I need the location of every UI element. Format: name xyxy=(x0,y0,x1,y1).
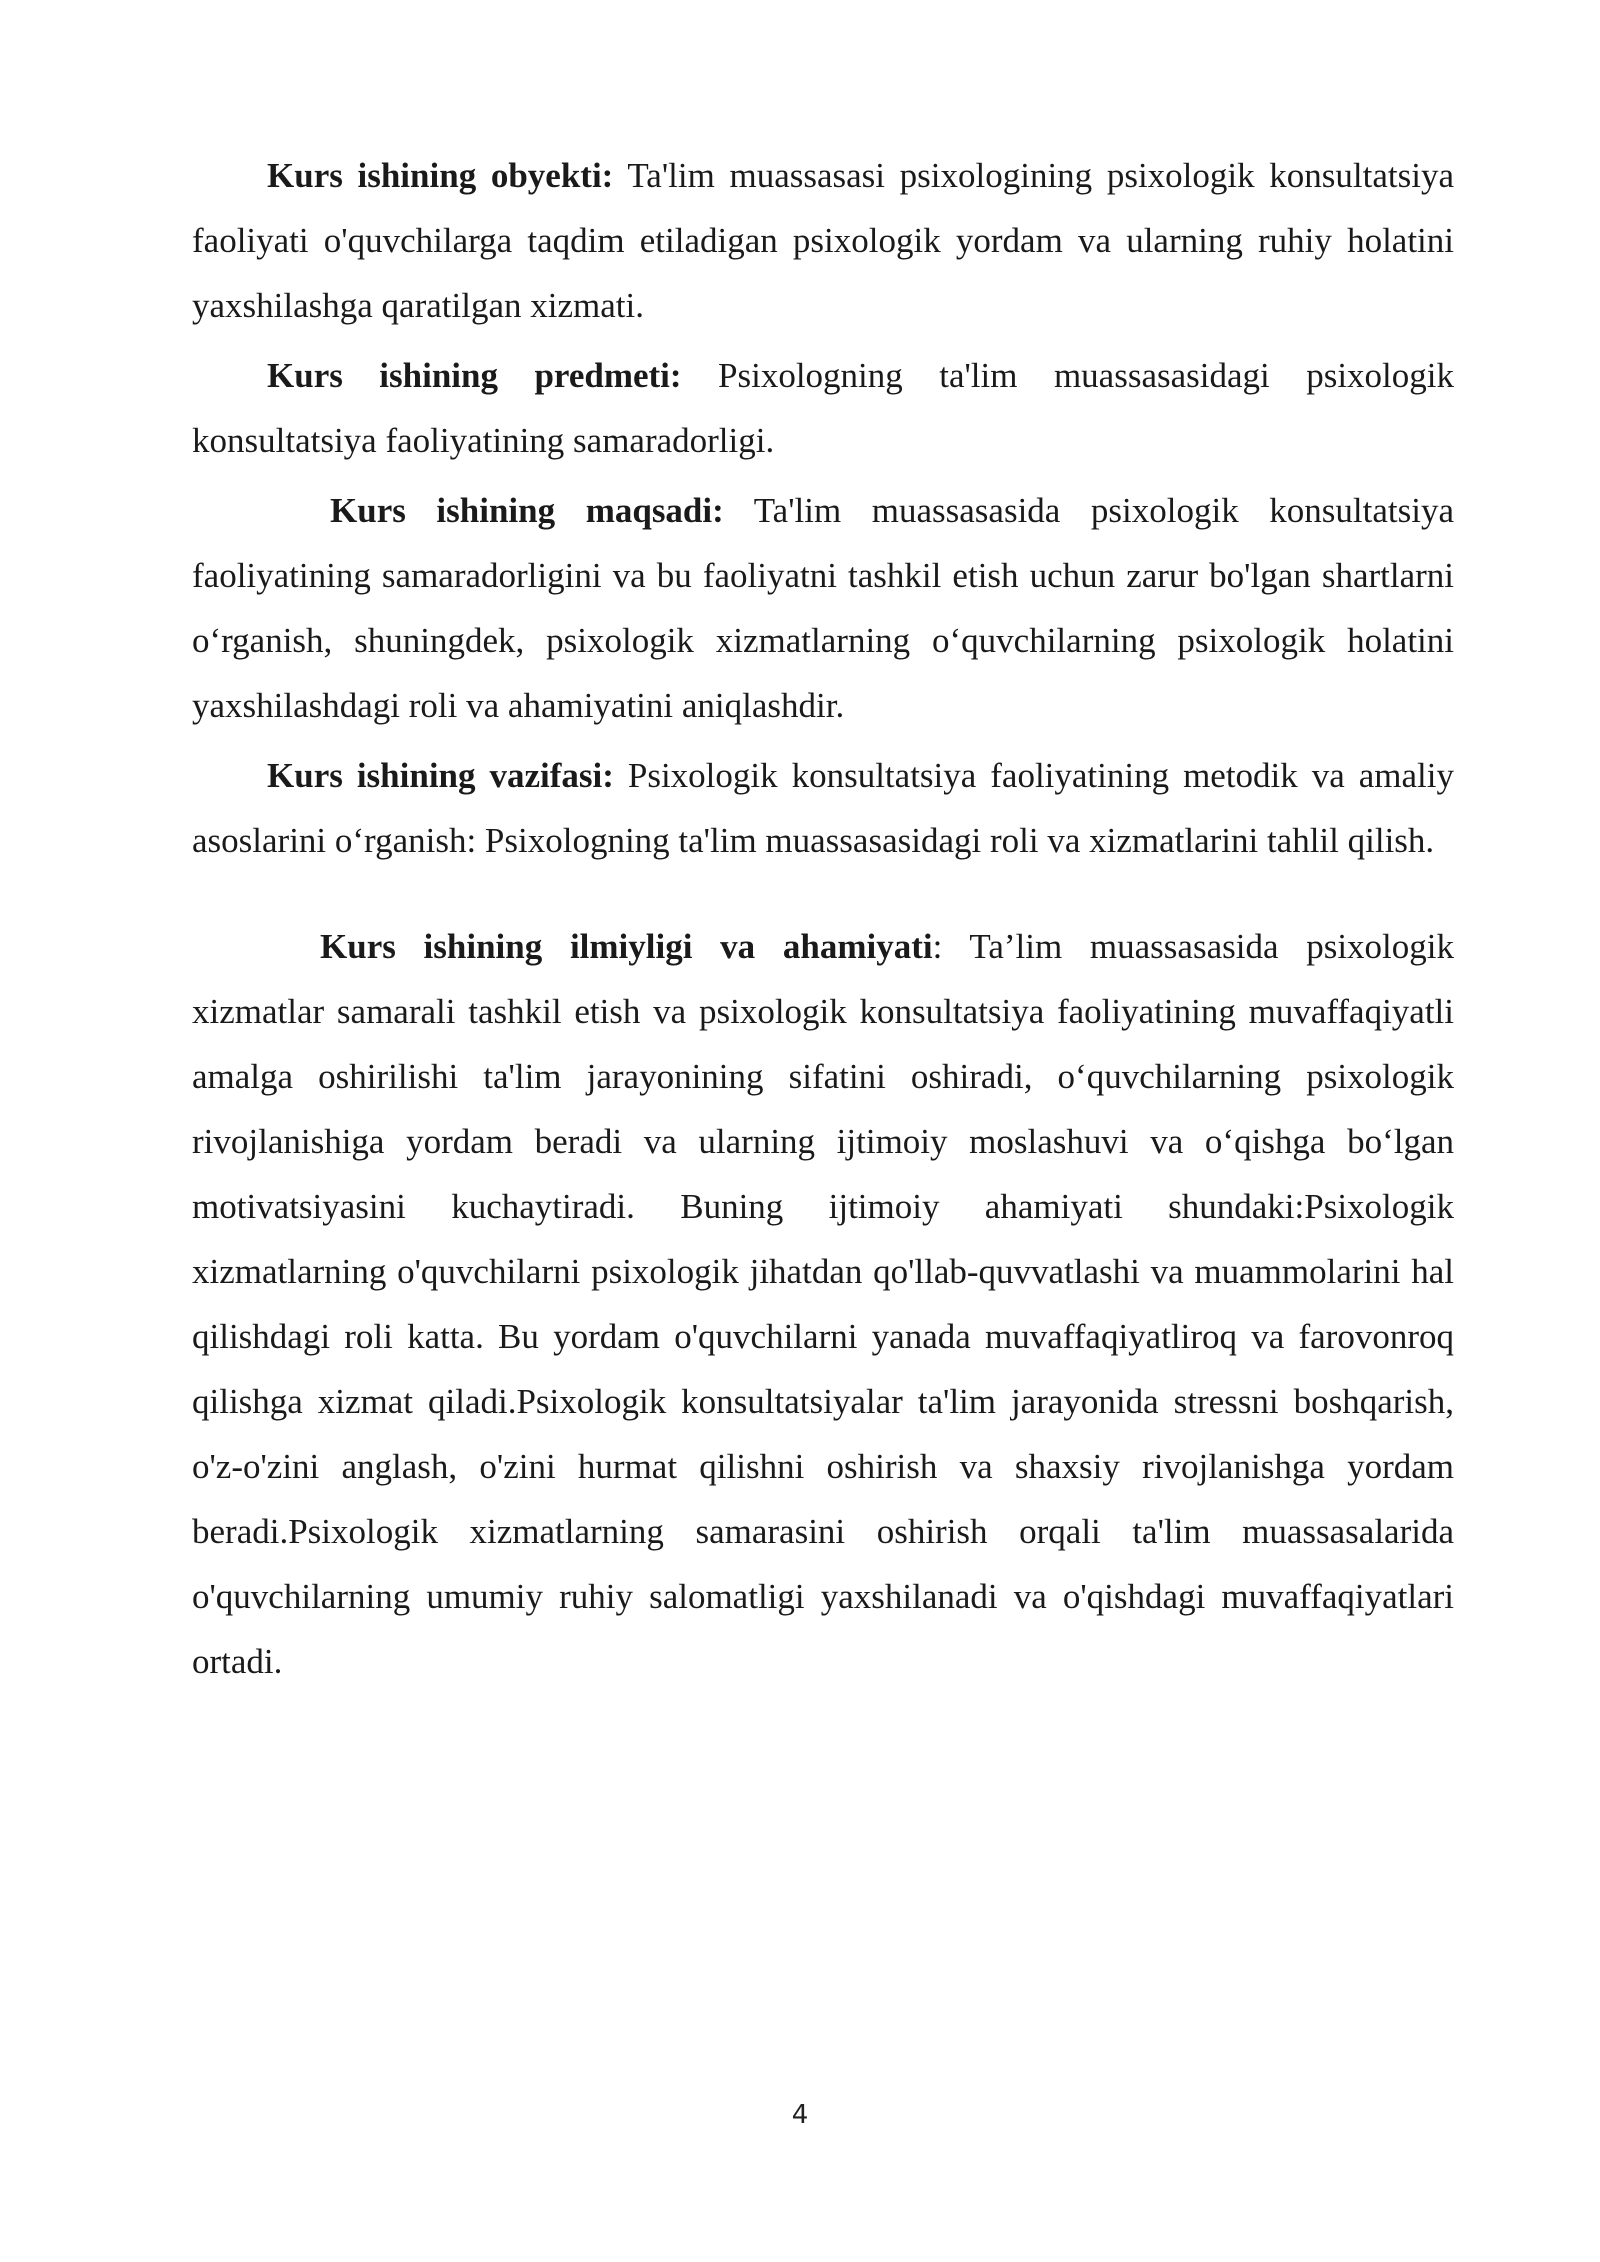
paragraph-vazifasi xyxy=(192,743,1454,873)
page-body xyxy=(192,143,1454,1694)
paragraph-text: Ta'lim muassasasida psixologik konsultatsiya faoliyatining samaradorligini va bu faoliyatni tashkil etish uchun zarur bo'lgan shartlarni o‘rganish, shuningdek, psixologik xizmatlarning o‘quvchilarning psixologik holatini yaxshilashdagi roli va ahamiyatini aniqlashdir. xyxy=(192,491,1454,725)
paragraph-heading: Kurs ishining vazifasi: xyxy=(267,756,614,795)
paragraph-obyekti xyxy=(192,143,1454,338)
paragraph-ilmiyligi xyxy=(192,914,1454,1694)
paragraph-heading: Kurs ishining predmeti: xyxy=(267,356,682,395)
page-number: 4 xyxy=(791,2100,809,2130)
paragraph-text: : Ta’lim muassasasida psixologik xizmatlar samarali tashkil etish va psixologik konsultatsiya faoliyatining muvaffaqiyatli amalga oshirilishi ta'lim jarayonining sifatini oshiradi, o‘quvchilarning psixologik rivojlanishiga yordam beradi va ularning ijtimoiy moslashuvi va o‘qishga bo‘lgan motivatsiyasini kuchaytiradi. Buning ijtimoiy ahamiyati shundaki:Psixologik xizmatlarning o'quvchilarni psixologik jihatdan qo'llab-quvvatlashi va muammolarini hal qilishdagi roli katta. Bu yordam o'quvchilarni yanada muvaffaqiyatliroq va farovonroq qilishga xizmat qiladi.Psixologik konsultatsiyalar ta'lim jarayonida stressni boshqarish, o'z-o'zini anglash, o'zini hurmat qilishni oshirish va shaxsiy rivojlanishga yordam beradi.Psixologik xizmatlarning samarasini oshirish orqali ta'lim muassasalarida o'quvchilarning umumiy ruhiy salomatligi yaxshilanadi va o'qishdagi muvaffaqiyatlari ortadi. xyxy=(192,927,1454,1681)
paragraph-maqsadi xyxy=(192,478,1454,738)
paragraph-heading: Kurs ishining obyekti: xyxy=(267,156,614,195)
paragraph-text: Psixologning ta'lim muassasasidagi psixologik konsultatsiya faoliyatining samaradorligi. xyxy=(192,356,1454,460)
paragraph-heading: Kurs ishining ilmiyligi va ahamiyati xyxy=(320,927,933,966)
paragraph-text: Ta'lim muassasasi psixologining psixologik konsultatsiya faoliyati o'quvchilarga taqdim etiladigan psixologik yordam va ularning ruhiy holatini yaxshilashga qaratilgan xizmati. xyxy=(192,156,1454,325)
paragraph-predmeti xyxy=(192,343,1454,473)
paragraph-heading: Kurs ishining maqsadi: xyxy=(330,491,724,530)
paragraph-text: Psixologik konsultatsiya faoliyatining metodik va amaliy asoslarini o‘rganish: Psixologning ta'lim muassasasidagi roli va xizmatlarini tahlil qilish. xyxy=(192,756,1454,860)
